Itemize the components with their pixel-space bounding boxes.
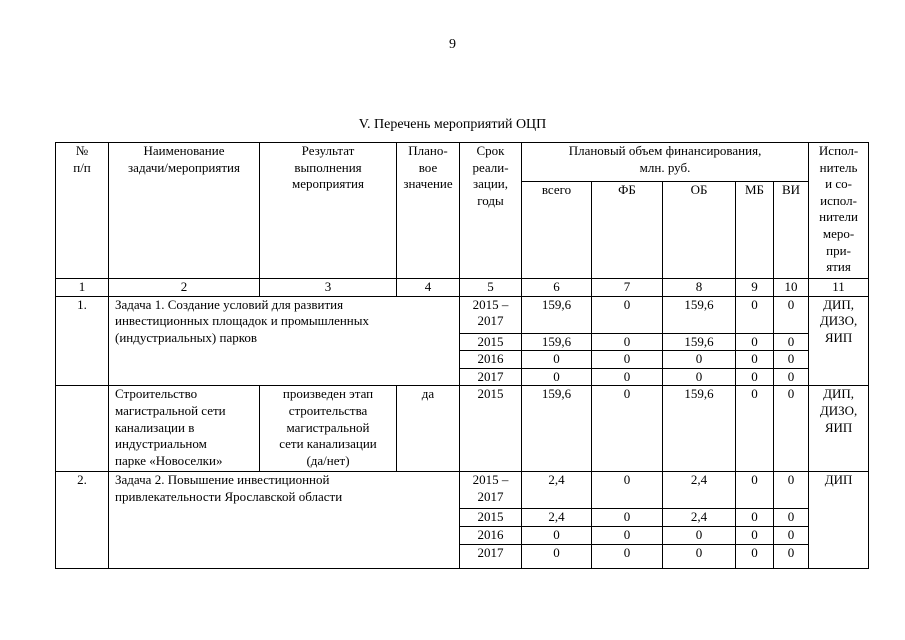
task2-year: 2015 [460, 509, 522, 527]
task1-fb: 0 [592, 351, 663, 369]
header-plan: Плано- вое значение [397, 143, 460, 279]
task2-year: 2017 [460, 544, 522, 568]
task2-total: 0 [522, 544, 592, 568]
task1-vi: 0 [774, 351, 809, 369]
column-number-row [56, 279, 869, 297]
task2-fb: 0 [592, 509, 663, 527]
task1-vi: 0 [774, 368, 809, 386]
column-number: 8 [663, 279, 736, 297]
activity1-mb: 0 [736, 386, 774, 472]
task1-vi: 0 [774, 296, 809, 333]
header-name: Наименование задачи/мероприятия [109, 143, 260, 279]
table-body [56, 143, 869, 569]
task2-year: 2015 – 2017 [460, 472, 522, 509]
task2-fb: 0 [592, 544, 663, 568]
task2-row [56, 472, 869, 509]
task2-total: 2,4 [522, 509, 592, 527]
task2-name: Задача 2. Повышение инвестиционной привлекательности Ярославской области [109, 472, 460, 568]
task2-mb: 0 [736, 544, 774, 568]
task1-name: Задача 1. Создание условий для развития инвестиционных площадок и промышленных (индустриальных) парков [109, 296, 460, 386]
column-number: 1 [56, 279, 109, 297]
task1-mb: 0 [736, 351, 774, 369]
task1-total: 0 [522, 368, 592, 386]
activity1-vi: 0 [774, 386, 809, 472]
task1-ob: 0 [663, 368, 736, 386]
activity1-number [56, 386, 109, 472]
task2-ob: 0 [663, 544, 736, 568]
task1-fb: 0 [592, 296, 663, 333]
page-number: 9 [449, 37, 456, 52]
activity1-year: 2015 [460, 386, 522, 472]
task1-vi: 0 [774, 333, 809, 351]
activities-table [55, 142, 869, 569]
task1-year: 2017 [460, 368, 522, 386]
activity1-fb: 0 [592, 386, 663, 472]
column-number: 9 [736, 279, 774, 297]
task2-vi: 0 [774, 472, 809, 509]
activity1-name: Строительство магистральной сети канализации в индустриальном парке «Новоселки» [109, 386, 260, 472]
column-number: 3 [260, 279, 397, 297]
task1-year: 2015 [460, 333, 522, 351]
task1-fb: 0 [592, 333, 663, 351]
activity1-plan: да [397, 386, 460, 472]
task1-ob: 159,6 [663, 333, 736, 351]
task1-mb: 0 [736, 333, 774, 351]
task1-mb: 0 [736, 296, 774, 333]
task2-fb: 0 [592, 472, 663, 509]
column-number: 6 [522, 279, 592, 297]
header-term: Срок реали- зации, годы [460, 143, 522, 279]
header-executors: Испол- нитель и со- испол- нители меро- при- ятия [809, 143, 869, 279]
header-ob: ОБ [663, 182, 736, 279]
column-number: 11 [809, 279, 869, 297]
task2-vi: 0 [774, 509, 809, 527]
activity1-result: произведен этап строительства магистральной сети канализации (да/нет) [260, 386, 397, 472]
task2-vi: 0 [774, 526, 809, 544]
task2-ob: 0 [663, 526, 736, 544]
activity1-ob: 159,6 [663, 386, 736, 472]
task1-executors: ДИП, ДИЗО, ЯИП [809, 296, 869, 386]
task2-vi: 0 [774, 544, 809, 568]
column-number: 7 [592, 279, 663, 297]
task2-ob: 2,4 [663, 509, 736, 527]
task1-total: 0 [522, 351, 592, 369]
activity1-row [56, 386, 869, 472]
task1-ob: 0 [663, 351, 736, 369]
header-fb: ФБ [592, 182, 663, 279]
task1-year: 2015 – 2017 [460, 296, 522, 333]
task2-mb: 0 [736, 526, 774, 544]
column-number: 10 [774, 279, 809, 297]
task1-total: 159,6 [522, 296, 592, 333]
task2-total: 2,4 [522, 472, 592, 509]
task2-mb: 0 [736, 509, 774, 527]
task2-executors: ДИП [809, 472, 869, 568]
header-num: № п/п [56, 143, 109, 279]
task1-year: 2016 [460, 351, 522, 369]
header-row [56, 143, 869, 182]
section-title: V. Перечень мероприятий ОЦП [358, 117, 547, 132]
task1-mb: 0 [736, 368, 774, 386]
column-number: 4 [397, 279, 460, 297]
task2-fb: 0 [592, 526, 663, 544]
task2-year: 2016 [460, 526, 522, 544]
task1-row [56, 296, 869, 333]
column-number: 5 [460, 279, 522, 297]
task1-ob: 159,6 [663, 296, 736, 333]
task1-fb: 0 [592, 368, 663, 386]
task2-number: 2. [56, 472, 109, 568]
header-mb: МБ [736, 182, 774, 279]
task2-mb: 0 [736, 472, 774, 509]
column-number: 2 [109, 279, 260, 297]
activity1-total: 159,6 [522, 386, 592, 472]
task2-total: 0 [522, 526, 592, 544]
activity1-executors: ДИП, ДИЗО, ЯИП [809, 386, 869, 472]
task1-total: 159,6 [522, 333, 592, 351]
header-total: всего [522, 182, 592, 279]
header-funding: Плановый объем финансирования, млн. руб. [522, 143, 809, 182]
task1-number: 1. [56, 296, 109, 386]
task2-ob: 2,4 [663, 472, 736, 509]
header-result: Результат выполнения мероприятия [260, 143, 397, 279]
header-vi: ВИ [774, 182, 809, 279]
